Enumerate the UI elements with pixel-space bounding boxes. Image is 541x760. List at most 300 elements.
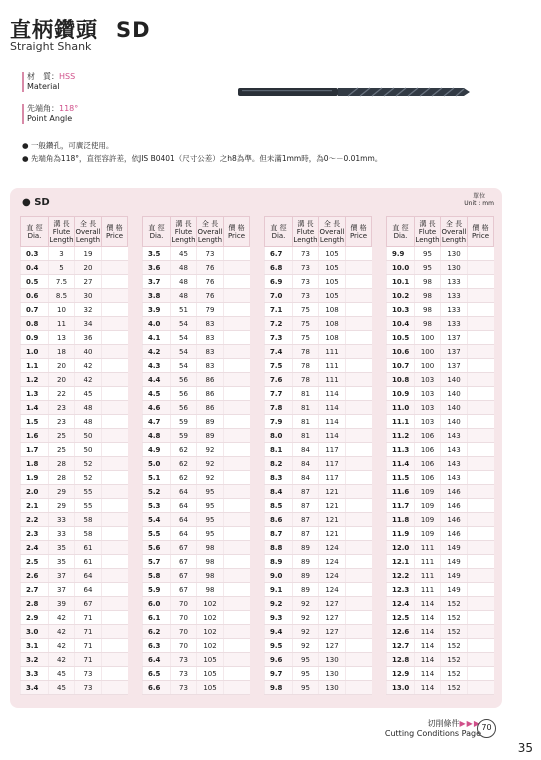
cell-dia: 9.8 [265, 681, 293, 695]
cell-dia: 0.9 [21, 331, 49, 345]
cell-flute-length: 59 [171, 429, 197, 443]
cell-flute-length: 106 [415, 429, 441, 443]
cell-dia: 6.1 [143, 611, 171, 625]
table-row [21, 527, 128, 541]
cell-overall-length: 42 [75, 359, 102, 373]
cell-dia: 11.9 [387, 527, 415, 541]
cell-dia: 1.4 [21, 401, 49, 415]
cell-dia: 8.0 [265, 429, 293, 443]
spec-table [142, 216, 250, 695]
cell-overall-length: 137 [441, 331, 468, 345]
table-row [387, 667, 494, 681]
cell-overall-length: 105 [319, 261, 346, 275]
cell-dia: 7.0 [265, 289, 293, 303]
cell-price [102, 275, 128, 289]
cell-price [224, 429, 250, 443]
cell-price [346, 331, 372, 345]
cell-price [468, 331, 494, 345]
cell-overall-length: 152 [441, 611, 468, 625]
cell-dia: 9.6 [265, 653, 293, 667]
cell-price [224, 639, 250, 653]
table-row [21, 485, 128, 499]
notes-list [22, 139, 382, 165]
table-row [265, 373, 372, 387]
cell-price [224, 527, 250, 541]
table-row [143, 569, 250, 583]
cell-overall-length: 42 [75, 373, 102, 387]
cell-dia: 7.3 [265, 331, 293, 345]
spec-table [386, 216, 494, 695]
cell-price [224, 625, 250, 639]
cell-dia: 4.3 [143, 359, 171, 373]
table-row [143, 485, 250, 499]
spec-table-panel [10, 188, 502, 708]
cell-flute-length: 62 [171, 457, 197, 471]
cell-price [224, 555, 250, 569]
cell-flute-length: 100 [415, 331, 441, 345]
cell-flute-length: 48 [171, 275, 197, 289]
cell-price [468, 471, 494, 485]
cell-dia: 2.1 [21, 499, 49, 513]
cell-flute-length: 42 [49, 653, 75, 667]
table-row [387, 681, 494, 695]
cell-overall-length: 83 [197, 331, 224, 345]
cell-dia: 5.8 [143, 569, 171, 583]
cell-price [468, 569, 494, 583]
cell-flute-length: 109 [415, 527, 441, 541]
header-dia: 直 徑 Dia. [265, 217, 293, 247]
cell-flute-length: 23 [49, 415, 75, 429]
cell-overall-length: 95 [197, 513, 224, 527]
cell-dia: 5.4 [143, 513, 171, 527]
table-row [21, 625, 128, 639]
cell-overall-length: 140 [441, 373, 468, 387]
cell-overall-length: 114 [319, 429, 346, 443]
cell-price [224, 513, 250, 527]
table-row [143, 681, 250, 695]
cell-price [224, 317, 250, 331]
cell-overall-length: 111 [319, 373, 346, 387]
table-row [265, 415, 372, 429]
cell-price [346, 429, 372, 443]
cell-overall-length: 108 [319, 331, 346, 345]
cell-dia: 8.3 [265, 471, 293, 485]
cell-dia: 3.0 [21, 625, 49, 639]
cell-flute-length: 45 [49, 681, 75, 695]
table-row [265, 499, 372, 513]
cell-dia: 12.5 [387, 611, 415, 625]
cell-flute-length: 67 [171, 569, 197, 583]
cell-price [224, 303, 250, 317]
cell-overall-length: 133 [441, 317, 468, 331]
cell-overall-length: 146 [441, 527, 468, 541]
cell-dia: 10.8 [387, 373, 415, 387]
cell-overall-length: 19 [75, 247, 102, 261]
cell-price [468, 373, 494, 387]
cell-dia: 5.1 [143, 471, 171, 485]
cell-dia: 12.1 [387, 555, 415, 569]
cell-flute-length: 106 [415, 471, 441, 485]
cell-dia: 0.4 [21, 261, 49, 275]
table-row [143, 653, 250, 667]
section-label: ● SD [22, 197, 50, 208]
cell-dia: 0.5 [21, 275, 49, 289]
cell-price [468, 415, 494, 429]
cell-dia: 10.3 [387, 303, 415, 317]
table-row [143, 513, 250, 527]
cell-flute-length: 100 [415, 345, 441, 359]
cell-overall-length: 105 [319, 247, 346, 261]
cell-overall-length: 124 [319, 541, 346, 555]
cell-price [346, 611, 372, 625]
table-row [21, 513, 128, 527]
cell-flute-length: 54 [171, 331, 197, 345]
cell-flute-length: 114 [415, 611, 441, 625]
cell-overall-length: 149 [441, 583, 468, 597]
table-row [21, 415, 128, 429]
cell-price [224, 443, 250, 457]
table-row [143, 555, 250, 569]
cell-overall-length: 114 [319, 415, 346, 429]
material-value: HSS [59, 72, 76, 81]
cell-overall-length: 61 [75, 541, 102, 555]
cell-price [102, 317, 128, 331]
table-row [21, 401, 128, 415]
cell-price [468, 429, 494, 443]
reference-page-badge[interactable]: 70 [477, 719, 496, 738]
cell-price [468, 443, 494, 457]
header-price: 價 格 Price [346, 217, 372, 247]
table-row [387, 303, 494, 317]
table-row [387, 345, 494, 359]
cell-price [468, 359, 494, 373]
cell-overall-length: 102 [197, 639, 224, 653]
cell-dia: 1.7 [21, 443, 49, 457]
cell-dia: 1.8 [21, 457, 49, 471]
cell-flute-length: 73 [171, 667, 197, 681]
cell-flute-length: 22 [49, 387, 75, 401]
cell-overall-length: 108 [319, 303, 346, 317]
cutting-conditions-link[interactable] [385, 719, 481, 739]
table-row [265, 345, 372, 359]
cell-overall-length: 98 [197, 541, 224, 555]
cell-overall-length: 121 [319, 527, 346, 541]
cell-overall-length: 95 [197, 499, 224, 513]
table-row [265, 359, 372, 373]
cell-price [102, 527, 128, 541]
header-dia: 直 徑 Dia. [21, 217, 49, 247]
cell-flute-length: 89 [293, 569, 319, 583]
cell-overall-length: 140 [441, 415, 468, 429]
cell-price [102, 401, 128, 415]
cell-flute-length: 33 [49, 513, 75, 527]
cell-flute-length: 37 [49, 569, 75, 583]
cell-flute-length: 59 [171, 415, 197, 429]
cell-flute-length: 81 [293, 387, 319, 401]
cell-price [224, 387, 250, 401]
cell-flute-length: 35 [49, 555, 75, 569]
table-row [265, 331, 372, 345]
cell-dia: 6.8 [265, 261, 293, 275]
header-overall-length: 全 長 Overall Length [197, 217, 224, 247]
cell-price [224, 331, 250, 345]
table-row [143, 443, 250, 457]
cell-price [468, 527, 494, 541]
cell-dia: 2.0 [21, 485, 49, 499]
cell-price [468, 653, 494, 667]
table-row [21, 471, 128, 485]
cell-price [346, 261, 372, 275]
cell-dia: 10.0 [387, 261, 415, 275]
cell-flute-length: 37 [49, 583, 75, 597]
cell-dia: 9.9 [387, 247, 415, 261]
cell-dia: 4.2 [143, 345, 171, 359]
cell-dia: 9.5 [265, 639, 293, 653]
header-price: 價 格 Price [468, 217, 494, 247]
table-row [143, 247, 250, 261]
cell-dia: 12.0 [387, 541, 415, 555]
header-dia: 直 徑 Dia. [387, 217, 415, 247]
table-row [265, 401, 372, 415]
table-row [265, 247, 372, 261]
cell-overall-length: 149 [441, 555, 468, 569]
cell-price [224, 457, 250, 471]
cell-price [102, 485, 128, 499]
cell-flute-length: 78 [293, 345, 319, 359]
cell-dia: 4.4 [143, 373, 171, 387]
cell-overall-length: 73 [75, 681, 102, 695]
cell-price [346, 499, 372, 513]
cell-flute-length: 114 [415, 667, 441, 681]
cell-flute-length: 95 [293, 681, 319, 695]
cell-overall-length: 121 [319, 499, 346, 513]
cell-flute-length: 114 [415, 625, 441, 639]
cell-dia: 10.7 [387, 359, 415, 373]
cell-dia: 11.8 [387, 513, 415, 527]
cell-overall-length: 71 [75, 625, 102, 639]
cell-price [468, 247, 494, 261]
cell-price [224, 275, 250, 289]
cell-overall-length: 105 [319, 289, 346, 303]
table-row [143, 289, 250, 303]
header-dia: 直 徑 Dia. [143, 217, 171, 247]
cell-flute-length: 25 [49, 443, 75, 457]
cell-flute-length: 48 [171, 289, 197, 303]
cell-flute-length: 100 [415, 359, 441, 373]
angle-label-en: Point Angle [27, 114, 73, 123]
cell-flute-length: 78 [293, 373, 319, 387]
cell-flute-length: 109 [415, 513, 441, 527]
table-row [21, 247, 128, 261]
cell-flute-length: 75 [293, 317, 319, 331]
table-row [387, 555, 494, 569]
cell-flute-length: 73 [293, 247, 319, 261]
cell-overall-length: 52 [75, 457, 102, 471]
material-spec [22, 72, 75, 92]
cell-overall-length: 40 [75, 345, 102, 359]
table-row [387, 415, 494, 429]
cell-price [224, 373, 250, 387]
cell-price [224, 597, 250, 611]
cell-flute-length: 103 [415, 387, 441, 401]
cell-flute-length: 89 [293, 583, 319, 597]
cell-flute-length: 7.5 [49, 275, 75, 289]
cell-price [102, 583, 128, 597]
cell-flute-length: 70 [171, 639, 197, 653]
table-row [265, 639, 372, 653]
table-row [21, 359, 128, 373]
cell-overall-length: 55 [75, 499, 102, 513]
cell-price [102, 289, 128, 303]
cell-dia: 3.8 [143, 289, 171, 303]
cell-overall-length: 71 [75, 611, 102, 625]
cell-price [224, 471, 250, 485]
table-row [21, 639, 128, 653]
cell-dia: 3.5 [143, 247, 171, 261]
cell-flute-length: 28 [49, 457, 75, 471]
table-row [21, 555, 128, 569]
cell-overall-length: 143 [441, 429, 468, 443]
cell-overall-length: 27 [75, 275, 102, 289]
table-row [21, 275, 128, 289]
cell-overall-length: 30 [75, 289, 102, 303]
cell-flute-length: 18 [49, 345, 75, 359]
cell-flute-length: 98 [415, 289, 441, 303]
cell-flute-length: 114 [415, 653, 441, 667]
table-row [143, 331, 250, 345]
cell-flute-length: 98 [415, 317, 441, 331]
cell-flute-length: 87 [293, 499, 319, 513]
cell-flute-length: 42 [49, 639, 75, 653]
cell-overall-length: 79 [197, 303, 224, 317]
cell-price [224, 541, 250, 555]
cell-flute-length: 54 [171, 359, 197, 373]
cell-flute-length: 89 [293, 555, 319, 569]
cell-price [346, 359, 372, 373]
spec-table [264, 216, 372, 695]
cell-overall-length: 140 [441, 387, 468, 401]
cell-price [346, 317, 372, 331]
cell-flute-length: 64 [171, 485, 197, 499]
cell-flute-length: 56 [171, 401, 197, 415]
cell-overall-length: 143 [441, 443, 468, 457]
table-row [21, 681, 128, 695]
cell-overall-length: 105 [197, 681, 224, 695]
table-row [21, 611, 128, 625]
header-overall-length: 全 長 Overall Length [441, 217, 468, 247]
cell-flute-length: 87 [293, 527, 319, 541]
cell-flute-length: 92 [293, 611, 319, 625]
cell-price [468, 317, 494, 331]
cell-dia: 8.2 [265, 457, 293, 471]
cell-flute-length: 111 [415, 541, 441, 555]
cell-dia: 6.4 [143, 653, 171, 667]
table-row [265, 303, 372, 317]
cell-overall-length: 127 [319, 625, 346, 639]
table-row [387, 289, 494, 303]
cell-dia: 4.5 [143, 387, 171, 401]
table-row [143, 583, 250, 597]
cell-overall-length: 95 [197, 485, 224, 499]
cell-flute-length: 109 [415, 485, 441, 499]
unit-label: 單位 Unit : mm [464, 193, 494, 207]
cell-flute-length: 98 [415, 303, 441, 317]
cell-dia: 8.9 [265, 555, 293, 569]
table-row [387, 443, 494, 457]
cell-flute-length: 84 [293, 443, 319, 457]
cell-flute-length: 81 [293, 401, 319, 415]
table-row [265, 457, 372, 471]
cell-overall-length: 92 [197, 457, 224, 471]
cell-dia: 1.5 [21, 415, 49, 429]
table-row [387, 401, 494, 415]
table-row [387, 569, 494, 583]
cell-price [346, 275, 372, 289]
cell-flute-length: 70 [171, 625, 197, 639]
cell-overall-length: 45 [75, 387, 102, 401]
cell-flute-length: 70 [171, 597, 197, 611]
table-row [265, 597, 372, 611]
cell-overall-length: 117 [319, 471, 346, 485]
cell-flute-length: 95 [293, 667, 319, 681]
cell-overall-length: 127 [319, 611, 346, 625]
cell-dia: 0.8 [21, 317, 49, 331]
cell-overall-length: 83 [197, 317, 224, 331]
cell-flute-length: 67 [171, 583, 197, 597]
table-row [143, 639, 250, 653]
table-row [21, 429, 128, 443]
arrow-icon: ▶▶▶ [459, 719, 481, 728]
cell-dia: 9.7 [265, 667, 293, 681]
cell-dia: 3.6 [143, 261, 171, 275]
cell-dia: 9.3 [265, 611, 293, 625]
cell-dia: 6.2 [143, 625, 171, 639]
cell-overall-length: 76 [197, 261, 224, 275]
cell-overall-length: 105 [197, 667, 224, 681]
cell-overall-length: 111 [319, 345, 346, 359]
table-row [387, 485, 494, 499]
cell-price [224, 611, 250, 625]
cell-flute-length: 62 [171, 471, 197, 485]
cell-flute-length: 5 [49, 261, 75, 275]
cell-flute-length: 25 [49, 429, 75, 443]
cell-overall-length: 124 [319, 555, 346, 569]
cell-price [224, 247, 250, 261]
table-row [387, 611, 494, 625]
cell-overall-length: 50 [75, 443, 102, 457]
cell-dia: 3.3 [21, 667, 49, 681]
cell-dia: 12.9 [387, 667, 415, 681]
table-row [387, 653, 494, 667]
table-row [143, 667, 250, 681]
cell-overall-length: 149 [441, 569, 468, 583]
cell-dia: 5.2 [143, 485, 171, 499]
table-row [143, 429, 250, 443]
table-row [143, 345, 250, 359]
cell-price [102, 513, 128, 527]
table-row [265, 261, 372, 275]
cell-flute-length: 73 [293, 275, 319, 289]
cell-dia: 12.8 [387, 653, 415, 667]
cell-overall-length: 127 [319, 597, 346, 611]
cell-price [224, 401, 250, 415]
cell-dia: 5.5 [143, 527, 171, 541]
cell-price [346, 303, 372, 317]
table-row [21, 499, 128, 513]
table-row [265, 513, 372, 527]
cell-price [346, 471, 372, 485]
angle-label: 先端角： [27, 104, 59, 113]
